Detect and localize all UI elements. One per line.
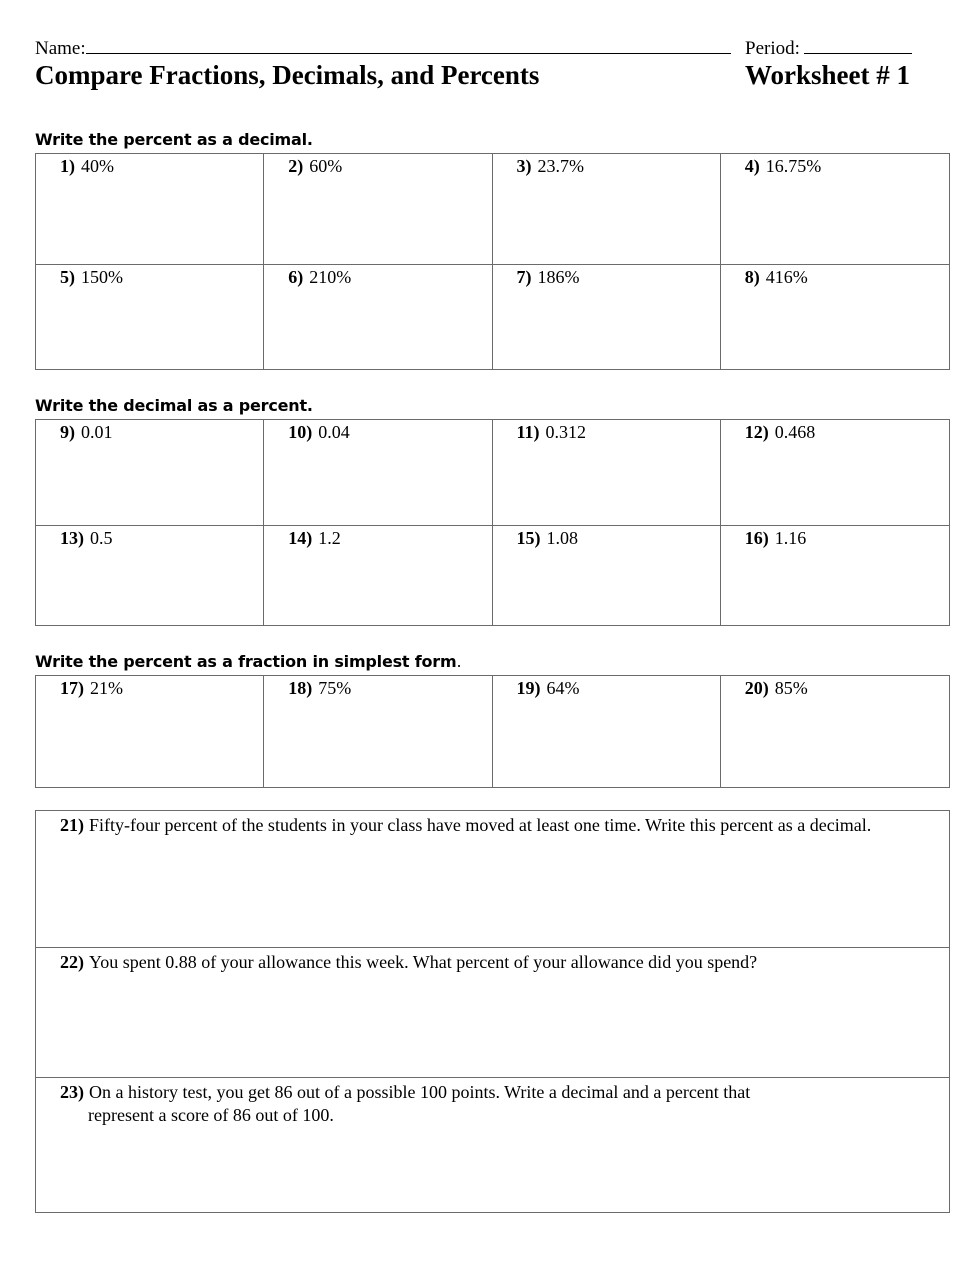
section-title-percent-to-fraction: [35, 652, 461, 671]
problem-text-continued: represent a score of 86 out of 100.: [88, 1105, 334, 1125]
problem-cell[interactable]: [264, 420, 492, 526]
problem-number: 3): [516, 156, 532, 176]
problem-value: 210%: [309, 267, 352, 287]
problem-grid-percent-to-fraction: [35, 675, 950, 788]
name-field[interactable]: [35, 36, 731, 60]
problem-cell[interactable]: [721, 265, 949, 369]
problem-number: 21): [60, 815, 84, 835]
problem-cell[interactable]: [493, 154, 721, 265]
problem-value: 75%: [318, 678, 352, 698]
problem-value: 1.08: [546, 528, 578, 548]
problem-number: 2): [288, 156, 304, 176]
name-label: Name:: [35, 38, 86, 59]
problem-number: 23): [60, 1082, 84, 1102]
problem-value: 0.312: [545, 422, 587, 442]
word-problems-box: [35, 810, 950, 1213]
problem-number: 17): [60, 678, 84, 698]
problem-number: 18): [288, 678, 313, 698]
problem-cell[interactable]: [36, 154, 264, 265]
problem-number: 12): [744, 422, 769, 442]
section-title-percent-to-decimal: Write the percent as a decimal.: [35, 130, 313, 149]
problem-cell[interactable]: [264, 265, 492, 369]
problem-cell[interactable]: [721, 676, 949, 787]
problem-cell[interactable]: [493, 526, 721, 625]
problem-value: 0.01: [81, 422, 113, 442]
problem-value: 0.5: [90, 528, 113, 548]
problem-cell[interactable]: [493, 420, 721, 526]
problem-cell[interactable]: [264, 676, 492, 787]
problem-grid-percent-to-decimal: [35, 153, 950, 370]
period-field[interactable]: [745, 36, 912, 60]
problem-cell[interactable]: [721, 526, 949, 625]
problem-value: 186%: [537, 267, 580, 287]
section-title-decimal-to-percent: Write the decimal as a percent.: [35, 396, 313, 415]
problem-cell[interactable]: [36, 526, 264, 625]
word-problem[interactable]: [36, 1078, 949, 1212]
section-title-text: Write the percent as a fraction in simplest form: [35, 652, 457, 671]
worksheet-title: Compare Fractions, Decimals, and Percents: [35, 60, 540, 90]
problem-number: 19): [516, 678, 541, 698]
problem-value: 1.16: [774, 528, 807, 548]
problem-value: 150%: [81, 267, 123, 287]
problem-number: 1): [60, 156, 75, 176]
problem-cell[interactable]: [36, 420, 264, 526]
problem-number: 5): [60, 267, 75, 287]
problem-number: 9): [60, 422, 75, 442]
problem-cell[interactable]: [264, 526, 492, 625]
problem-cell[interactable]: [493, 676, 721, 787]
problem-cell[interactable]: [721, 154, 949, 265]
problem-value: 60%: [309, 156, 343, 176]
problem-value: 40%: [81, 156, 114, 176]
problem-value: 21%: [90, 678, 123, 698]
problem-number: 8): [744, 267, 760, 287]
problem-value: 1.2: [318, 528, 341, 548]
problem-number: 20): [744, 678, 769, 698]
problem-value: 0.468: [774, 422, 816, 442]
problem-cell[interactable]: [36, 265, 264, 369]
problem-cell[interactable]: [264, 154, 492, 265]
problem-number: 7): [516, 267, 532, 287]
section-title-period: .: [456, 652, 462, 671]
problem-text: Fifty-four percent of the students in your class have moved at least one time. Write this percent as a decimal.: [89, 815, 872, 835]
problem-value: 416%: [765, 267, 808, 287]
name-blank[interactable]: [86, 36, 731, 54]
problem-cell[interactable]: [493, 265, 721, 369]
problem-number: 16): [744, 528, 769, 548]
word-problem[interactable]: [36, 948, 949, 1078]
problem-number: 11): [516, 422, 540, 442]
problem-number: 14): [288, 528, 313, 548]
problem-value: 64%: [546, 678, 580, 698]
problem-value: 16.75%: [765, 156, 822, 176]
problem-number: 22): [60, 952, 84, 972]
problem-text: On a history test, you get 86 out of a possible 100 points. Write a decimal and a percent that: [89, 1082, 751, 1102]
problem-number: 4): [744, 156, 760, 176]
period-blank[interactable]: [804, 36, 912, 54]
period-label: Period:: [745, 38, 800, 59]
worksheet-number: Worksheet # 1: [745, 60, 910, 90]
problem-number: 10): [288, 422, 313, 442]
problem-number: 13): [60, 528, 84, 548]
problem-value: 85%: [774, 678, 808, 698]
problem-number: 15): [516, 528, 541, 548]
word-problem[interactable]: [36, 811, 949, 948]
problem-text: You spent 0.88 of your allowance this week. What percent of your allowance did you spend?: [89, 952, 758, 972]
problem-cell[interactable]: [36, 676, 264, 787]
problem-value: 23.7%: [537, 156, 584, 176]
problem-number: 6): [288, 267, 304, 287]
problem-grid-decimal-to-percent: [35, 419, 950, 626]
problem-value: 0.04: [318, 422, 350, 442]
problem-cell[interactable]: [721, 420, 949, 526]
